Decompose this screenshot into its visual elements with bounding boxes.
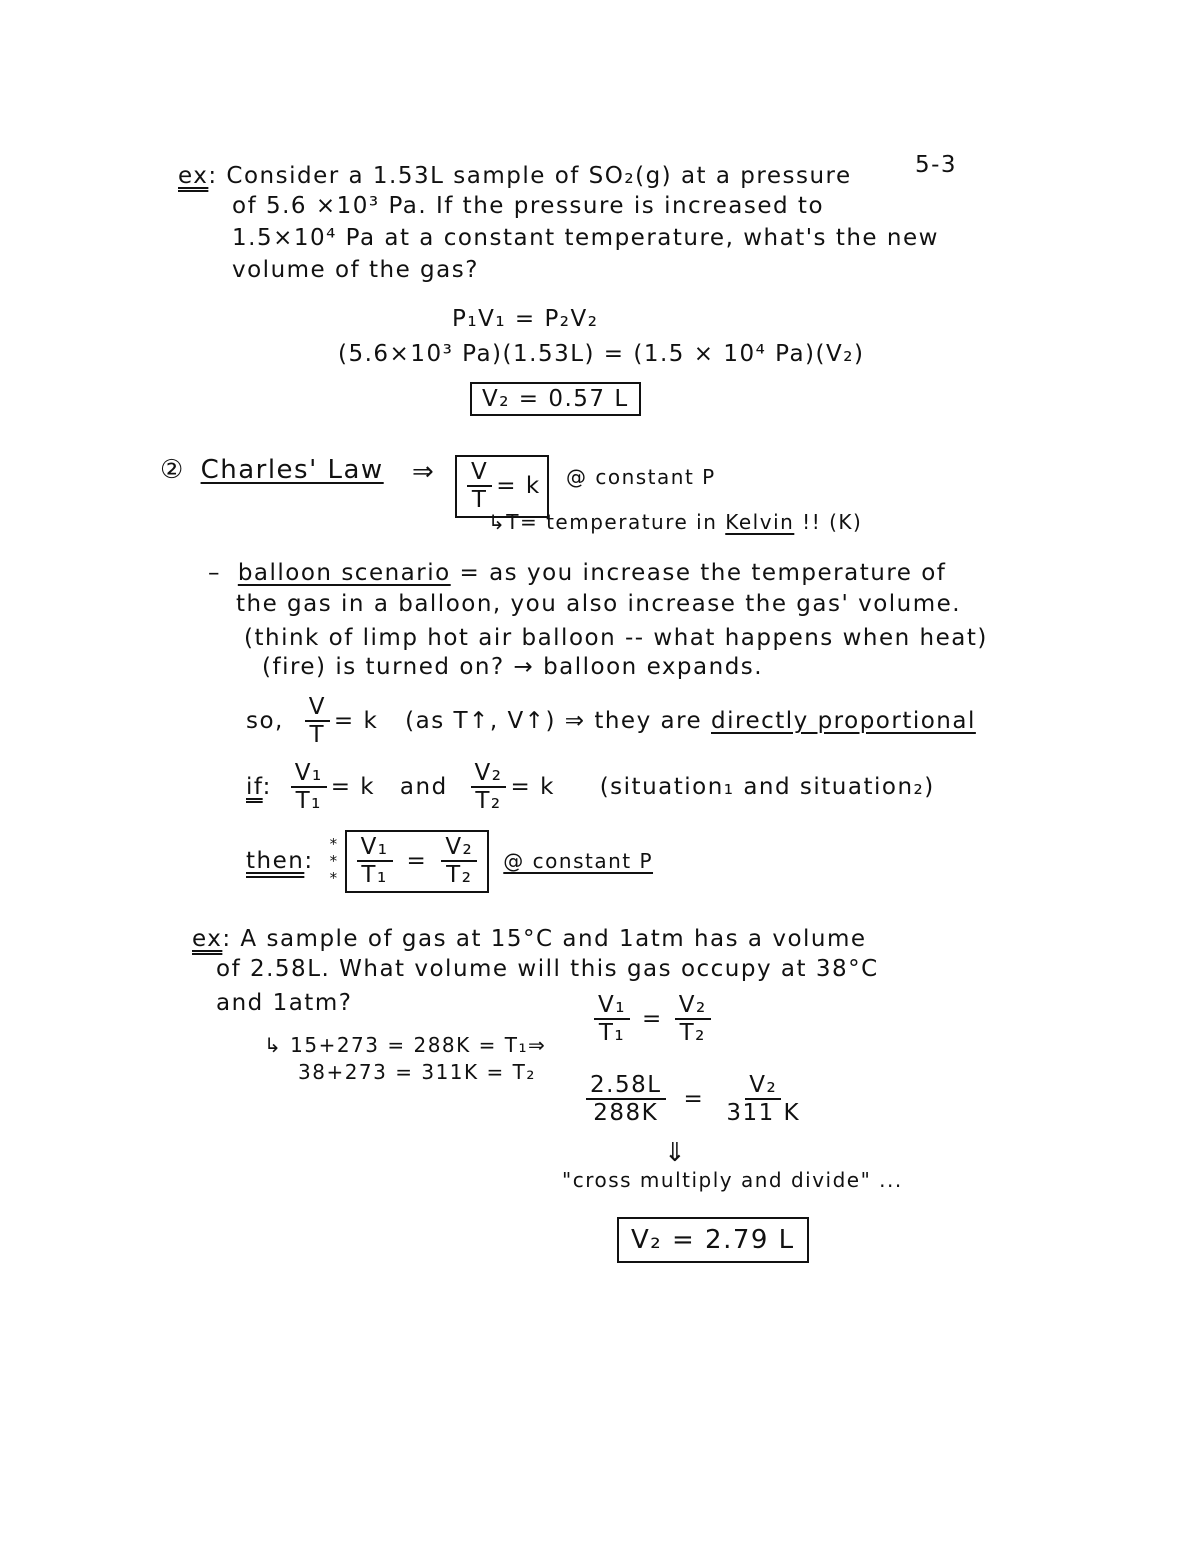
balloon-line-1 [208, 560, 946, 586]
if-rhs-2: = k [510, 773, 555, 800]
page-number: 5-3 [915, 152, 958, 178]
then-formula-box [345, 830, 490, 893]
if-rhs-1: = k [330, 773, 376, 800]
ex2-f2-eq: = [683, 1086, 705, 1113]
directly-proportional: directly proportional [711, 707, 976, 734]
then-eq: = [406, 848, 428, 875]
then-condition: @ constant P [503, 849, 654, 874]
then-stars: * * * [329, 834, 339, 887]
if-num-2: V₂ [471, 760, 507, 788]
if-fraction-2 [471, 760, 507, 815]
ex1-line1: : Consider a 1.53L sample of SO₂(g) at a pressure [208, 163, 852, 189]
ex1-answer: V₂ = 0.57 L [482, 386, 629, 412]
ex2-f2-num-1: 2.58L [586, 1072, 666, 1100]
so-middle: (as T↑, V↑) ⇒ they are [405, 707, 711, 734]
charles-heading [160, 455, 384, 485]
then-num-1: V₁ [357, 834, 393, 862]
ex2-f1-num-1: V₁ [594, 992, 630, 1020]
kelvin-label: Kelvin [725, 510, 795, 534]
ex2-f1-den-1: T₁ [598, 1020, 626, 1047]
example-1 [178, 163, 852, 189]
down-arrow-icon: ⇓ [664, 1138, 688, 1168]
ex2-formula-1 [590, 992, 715, 1047]
temperature-note [488, 510, 862, 534]
if-colon: : [262, 773, 272, 800]
then-fraction-2 [441, 834, 477, 889]
ex1-label: ex [178, 163, 209, 189]
ex2-conversion-1: ↳ 15+273 = 288K = T₁ [264, 1033, 528, 1057]
ex1-line2: of 5.6 ×10³ Pa. If the pressure is increased to [232, 193, 825, 219]
ex2-line1: : A sample of gas at 15°C and 1atm has a volume [222, 926, 867, 952]
ex2-f1-fraction-1 [594, 992, 630, 1047]
if-fraction-1 [291, 760, 327, 815]
ex2-f1-den-2: T₂ [679, 1020, 706, 1047]
ex2-f2-fraction-2 [722, 1072, 804, 1127]
if-den-2: T₂ [475, 788, 502, 815]
charles-rhs: = k [496, 472, 541, 499]
charles-formula-box [455, 455, 549, 518]
ex2-f1-eq: = [641, 1006, 663, 1033]
ex1-equation-1: P₁V₁ = P₂V₂ [452, 306, 599, 332]
ex2-formula-2 [582, 1072, 808, 1127]
then-den-2: T₂ [446, 862, 473, 889]
charles-den: T [471, 487, 488, 514]
ex1-equation-2: (5.6×10³ Pa)(1.53L) = (1.5 × 10⁴ Pa)(V₂) [338, 341, 865, 367]
example-2 [192, 926, 867, 952]
if-num-1: V₁ [291, 760, 327, 788]
t-note-prefix: ↳T= temperature in [488, 510, 726, 534]
ex2-f2-fraction-1 [586, 1072, 666, 1127]
section-number: ② [160, 455, 185, 485]
balloon-dash: – [208, 560, 221, 586]
balloon-line1-rest: = as you increase the temperature of [450, 560, 947, 586]
ex2-f2-num-2: V₂ [745, 1072, 781, 1100]
so-line [246, 694, 976, 749]
so-fraction [305, 694, 330, 749]
ex2-answer-box [617, 1217, 809, 1263]
then-fraction-1 [357, 834, 393, 889]
ex1-answer-box [470, 382, 641, 416]
ex2-conversion-2: 38+273 = 311K = T₂ [298, 1060, 536, 1084]
ex2-label: ex [192, 926, 223, 952]
charles-fraction [467, 459, 492, 514]
ex2-f1-num-2: V₂ [675, 992, 711, 1020]
ex2-line2: of 2.58L. What volume will this gas occupy at 38°C [216, 956, 879, 982]
ex1-line3: 1.5×10⁴ Pa at a constant temperature, what's the new [232, 225, 939, 251]
then-label: then [246, 848, 305, 875]
ex1-line4: volume of the gas? [232, 257, 479, 283]
ex2-cross-note: "cross multiply and divide" ... [562, 1168, 903, 1192]
then-colon: : [304, 848, 314, 875]
charles-title: Charles' Law [200, 455, 384, 485]
charles-condition: @ constant P [566, 465, 716, 489]
so-prefix: so, [246, 707, 284, 734]
balloon-line-2: the gas in a balloon, you also increase the gas' volume. [236, 591, 962, 617]
if-label: if [246, 773, 263, 800]
then-num-2: V₂ [441, 834, 477, 862]
if-line [246, 760, 935, 815]
so-rhs: = k [333, 707, 379, 734]
balloon-paren-2: (fire) is turned on? → balloon expands. [262, 654, 764, 680]
ex2-line3: and 1atm? [216, 990, 353, 1016]
balloon-term: balloon scenario [237, 560, 451, 586]
t-note-suffix: !! (K) [794, 510, 863, 534]
balloon-paren-1: (think of limp hot air balloon -- what happens when heat) [244, 625, 988, 651]
ex2-answer: V₂ = 2.79 L [631, 1225, 795, 1255]
heading-arrow: ⇒ [412, 457, 436, 487]
so-num: V [305, 694, 330, 722]
charles-num: V [467, 459, 492, 487]
then-line [246, 830, 653, 893]
so-den: T [309, 722, 326, 749]
if-den-1: T₁ [295, 788, 322, 815]
ex2-f1-fraction-2 [675, 992, 711, 1047]
ex2-f2-den-2: 311 K [726, 1100, 801, 1127]
ex2-f2-den-1: 288K [593, 1100, 659, 1127]
if-situations: (situation₁ and situation₂) [599, 773, 935, 800]
if-and: and [399, 773, 448, 800]
then-den-1: T₁ [361, 862, 388, 889]
ex2-conversion-arrow: ⇒ [528, 1033, 547, 1057]
